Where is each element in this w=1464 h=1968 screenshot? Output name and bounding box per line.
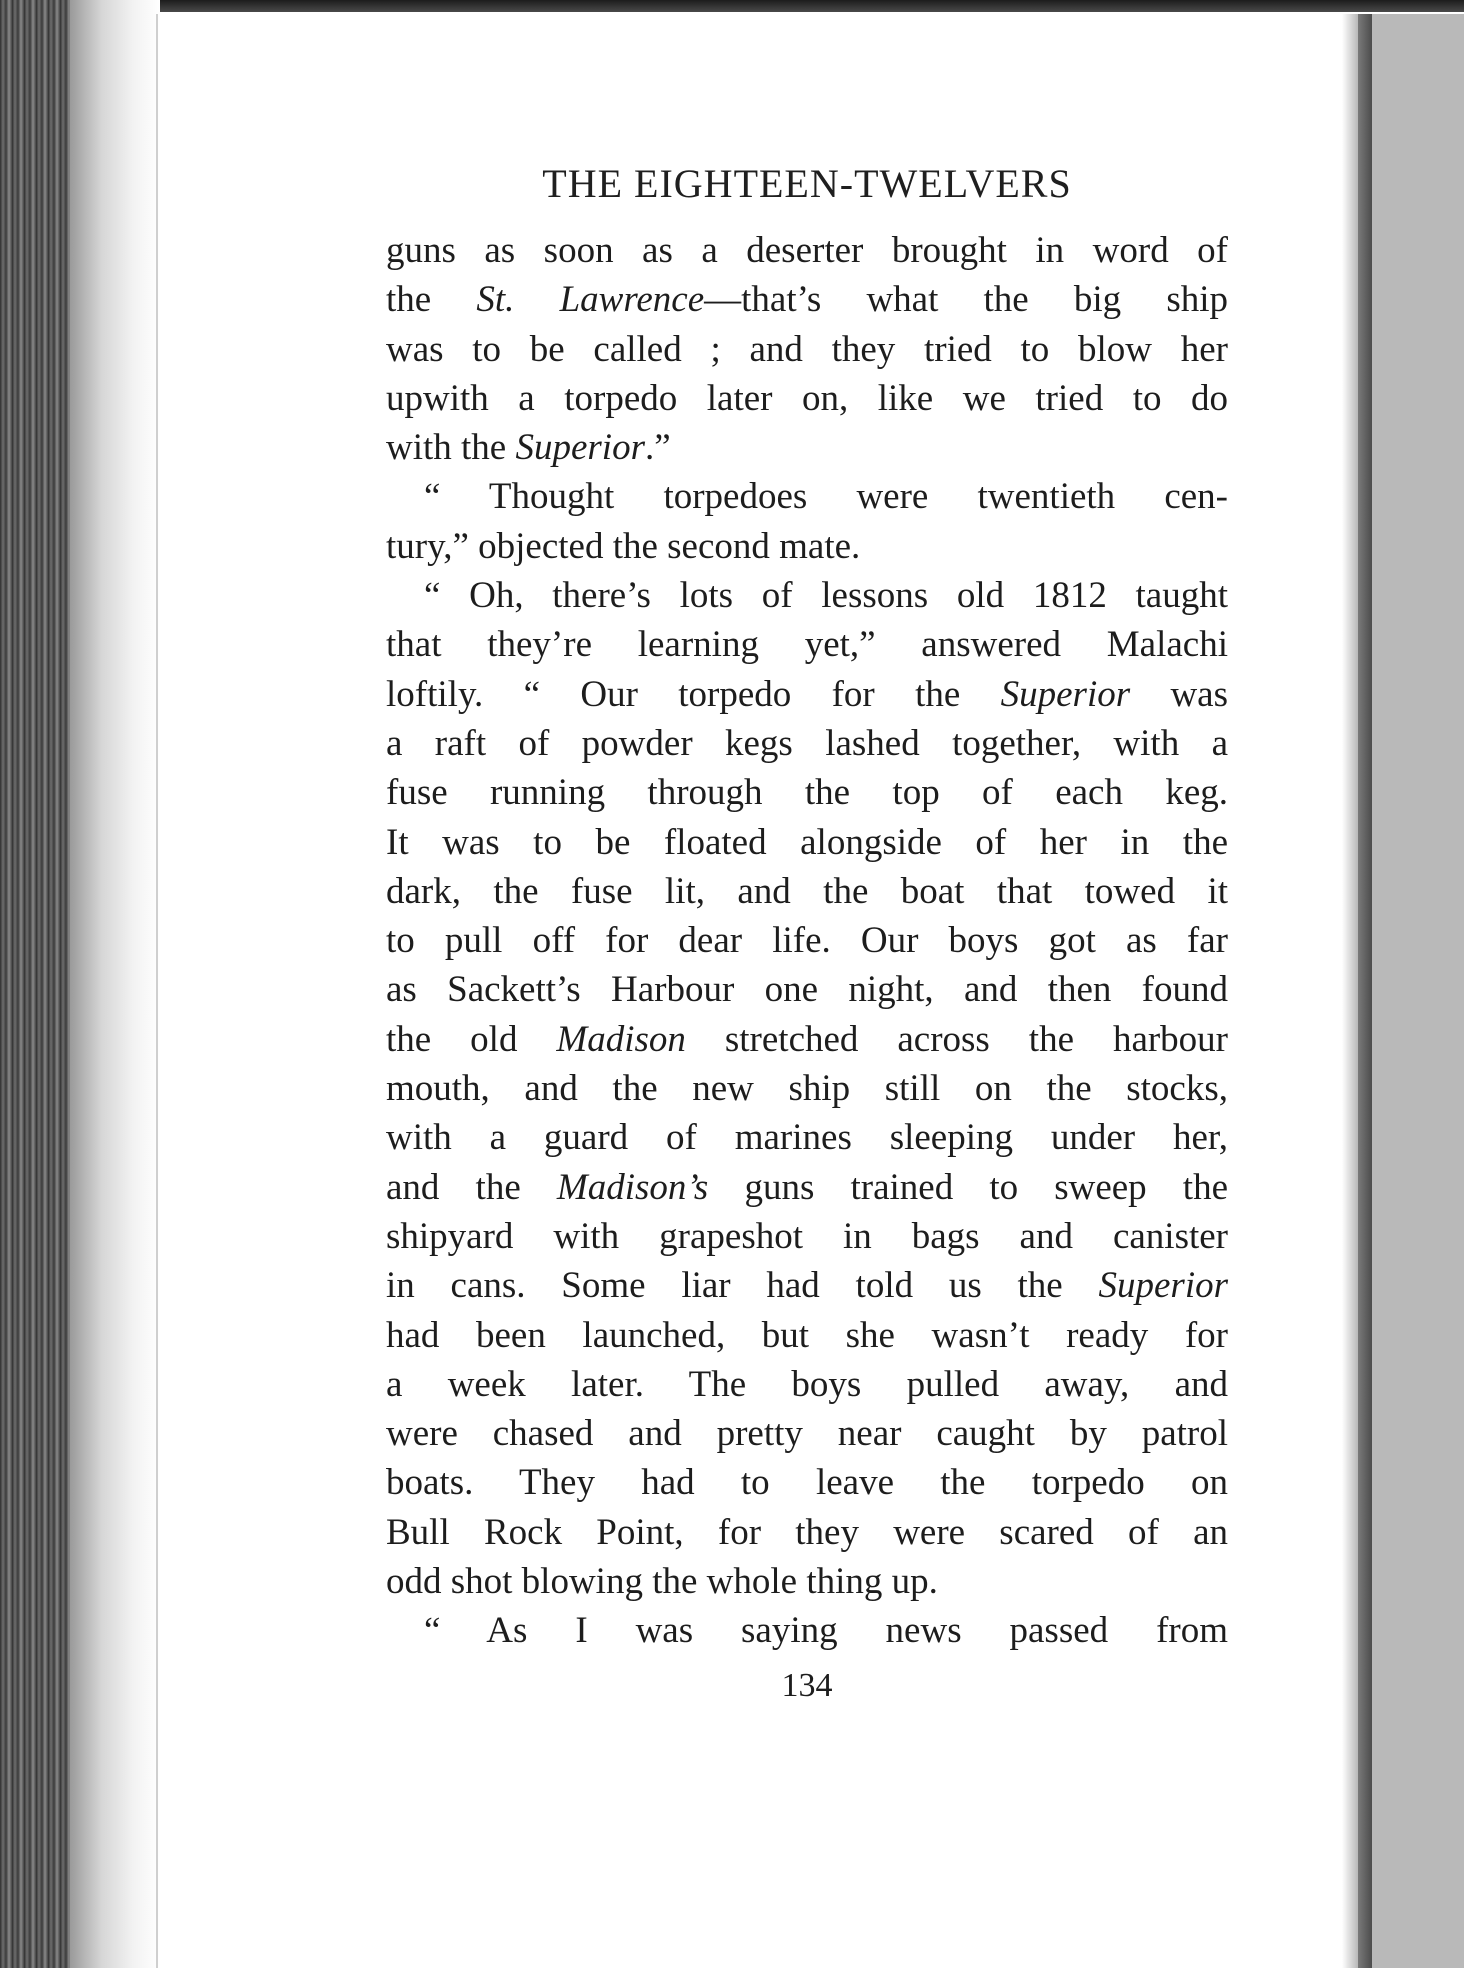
text-line: had been launched, but she wasn’t ready for [386, 1314, 1228, 1356]
text-line: were chased and pretty near caught by patrol [386, 1413, 1228, 1455]
running-head: THE EIGHTEEN-TWELVERS [542, 161, 1072, 206]
text-line: in cans. Some liar had told us the Superior [386, 1265, 1228, 1307]
text-line: the St. Lawrence—that’s what the big ship [386, 279, 1229, 321]
text-line: shipyard with grapeshot in bags and canister [386, 1215, 1228, 1257]
body-text [386, 226, 1228, 1656]
text-line: as Sackett’s Harbour one night, and then found [386, 969, 1228, 1011]
book-right-edge [1358, 14, 1372, 1968]
text-line: to pull off for dear life. Our boys got as far [386, 920, 1228, 962]
gutter-line [156, 14, 158, 1968]
text-line: It was to be floated alongside of her in the [386, 821, 1228, 863]
text-line: with the Superior.” [386, 427, 671, 469]
text-line: and the Madison’s guns trained to sweep the [386, 1166, 1229, 1208]
book-cover-edge [1372, 14, 1464, 1968]
text-line: “ As I was saying news passed from [424, 1610, 1228, 1652]
text-line: odd shot blowing the whole thing up. [386, 1561, 938, 1603]
page-right-shadow [1342, 14, 1358, 1968]
text-line: boats. They had to leave the torpedo on [386, 1462, 1228, 1504]
text-line: with a guard of marines sleeping under her, [386, 1117, 1228, 1159]
text-line: a week later. The boys pulled away, and [386, 1363, 1228, 1405]
text-line: that they’re learning yet,” answered Malachi [386, 624, 1228, 666]
text-line: tury,” objected the second mate. [386, 525, 861, 567]
text-line: was to be called ; and they tried to blow her [386, 328, 1228, 370]
text-line: guns as soon as a deserter brought in word of [386, 230, 1228, 271]
text-line: dark, the fuse lit, and the boat that towed it [386, 870, 1228, 912]
text-line: a raft of powder kegs lashed together, with a [386, 722, 1228, 764]
text-line: fuse running through the top of each keg. [386, 772, 1228, 814]
text-line: Bull Rock Point, for they were scared of an [386, 1511, 1228, 1553]
text-line: upwith a torpedo later on, like we tried to do [386, 377, 1228, 419]
text-line: “ Oh, there’s lots of lessons old 1812 taught [424, 575, 1228, 617]
text-line: mouth, and the new ship still on the stocks, [386, 1068, 1228, 1110]
book-page [386, 160, 1228, 1656]
scan-top-border [0, 0, 1464, 12]
text-line: the old Madison stretched across the harbour [386, 1018, 1229, 1060]
page-number: 134 [781, 1667, 833, 1704]
text-line: “ Thought torpedoes were twentieth cen- [424, 476, 1228, 518]
book-spine-edge [0, 0, 70, 1968]
page-gutter-shadow [70, 0, 160, 1968]
text-line: loftily. “ Our torpedo for the Superior was [386, 673, 1228, 715]
